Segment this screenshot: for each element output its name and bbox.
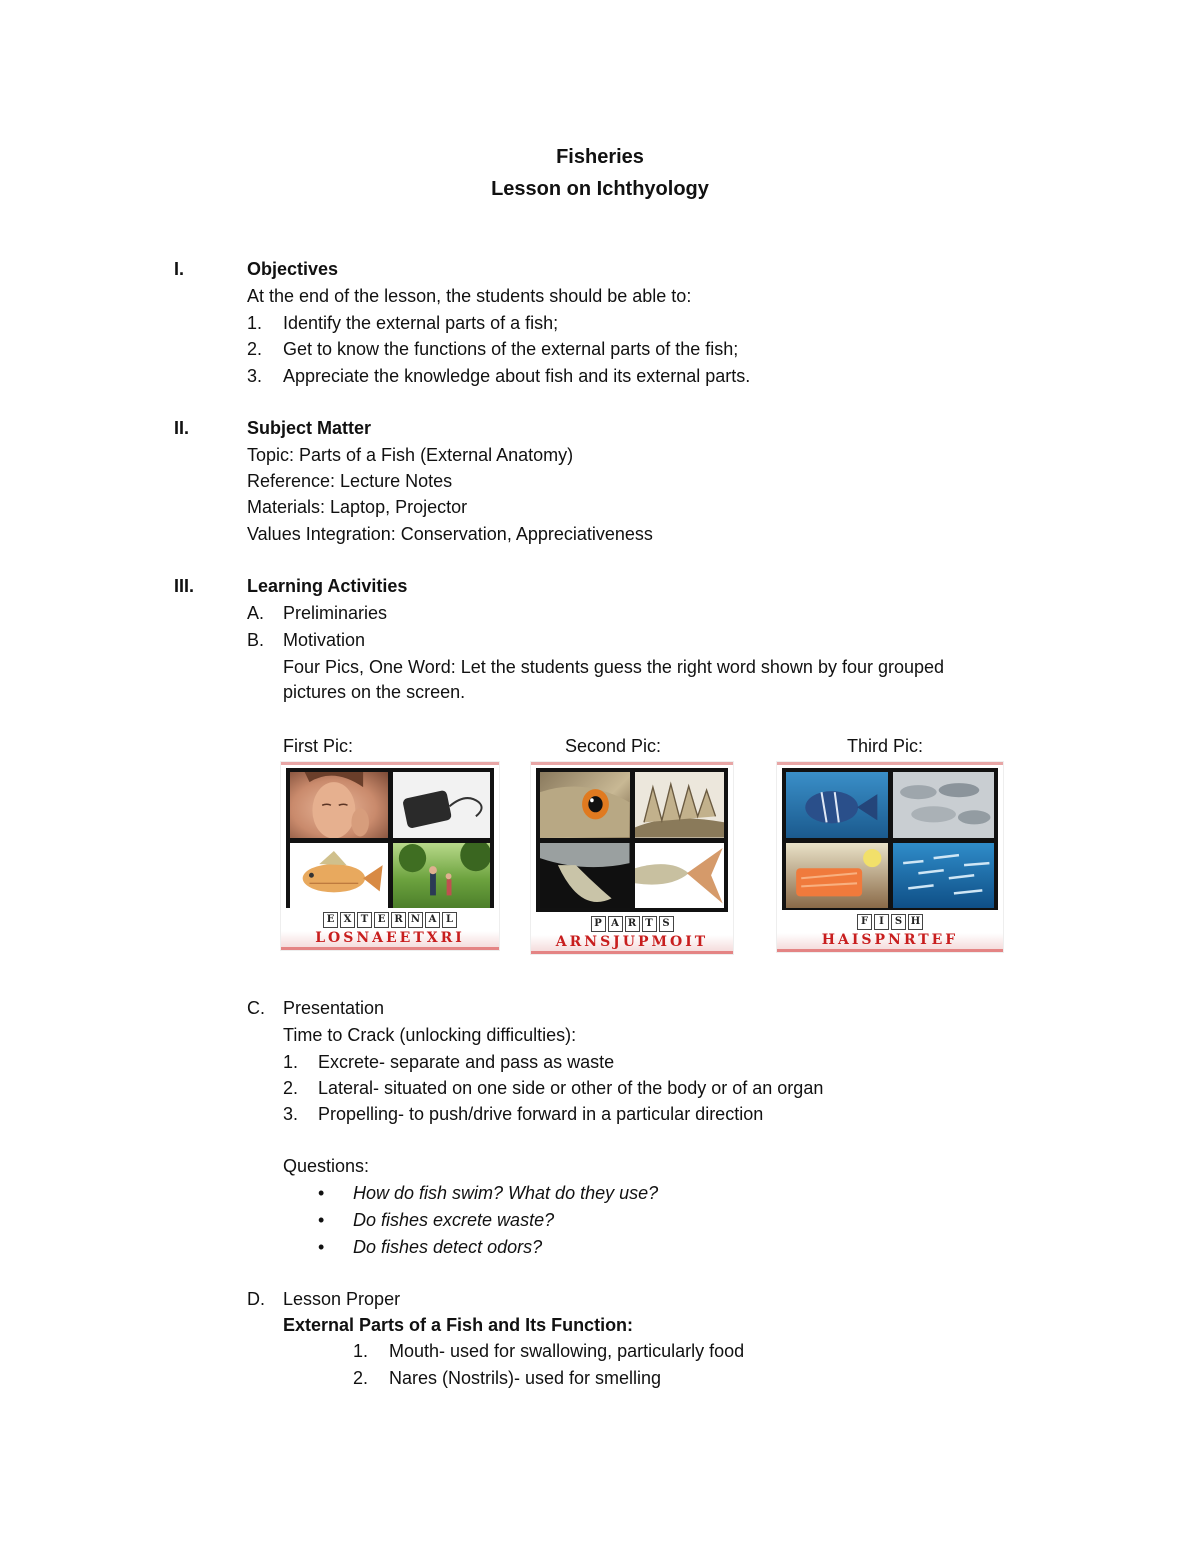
list-item: Identify the external parts of a fish; <box>283 313 559 333</box>
list-number: 2. <box>353 1368 369 1388</box>
sub-label-presentation: Presentation <box>283 998 385 1018</box>
subject-topic: Topic: Parts of a Fish (External Anatomy) <box>247 445 574 465</box>
answer-boxes: P A R T S <box>531 916 733 932</box>
answer-boxes: E X T E R N A L <box>281 912 499 928</box>
list-number: 2. <box>283 1078 299 1098</box>
list-item: Nares (Nostrils)- used for smelling <box>389 1368 662 1388</box>
salmon-fillet-image <box>786 843 888 909</box>
fish-illustration-image <box>290 843 388 909</box>
fish-market-image <box>893 772 995 838</box>
list-item: Excrete- separate and pass as waste <box>318 1052 615 1072</box>
fish-eye-image <box>540 772 630 838</box>
sub-letter: A. <box>247 603 265 623</box>
pic-caption-third: Third Pic: <box>847 736 924 756</box>
section-numeral: I. <box>174 259 185 279</box>
answer-boxes: F I S H <box>777 914 1003 930</box>
dorsal-fin-image <box>635 772 725 838</box>
list-number: 3. <box>283 1104 299 1124</box>
sub-label-motivation: Motivation <box>283 630 366 650</box>
pic-caption-second: Second Pic: <box>565 736 662 756</box>
letter-pool: ARNSJUPMOIT <box>555 934 709 950</box>
list-item: Propelling- to push/drive forward in a particular direction <box>318 1104 764 1124</box>
bullet: • <box>318 1237 325 1257</box>
pectoral-fin-image <box>540 843 630 909</box>
list-number: 1. <box>247 313 263 333</box>
document-subtitle: Lesson on Ichthyology <box>491 178 709 200</box>
motivation-description: Four Pics, One Word: Let the students guess the right word shown by four grouped <box>283 657 945 677</box>
subject-materials: Materials: Laptop, Projector <box>247 497 468 517</box>
presentation-subheading: Time to Crack (unlocking difficulties): <box>283 1025 577 1045</box>
face-image <box>290 772 388 838</box>
family-in-park-image <box>393 843 491 909</box>
section-heading-learning-activities: Learning Activities <box>247 576 408 596</box>
puzzle-card-third <box>777 762 1003 952</box>
letter-pool: HAISPNRTEF <box>821 932 959 948</box>
question-item: How do fish swim? What do they use? <box>353 1183 659 1203</box>
puzzle-card-second <box>531 762 733 954</box>
sub-label-preliminaries: Preliminaries <box>283 603 388 623</box>
list-item: Get to know the functions of the external parts of the fish; <box>283 339 739 359</box>
list-item: Appreciate the knowledge about fish and its external parts. <box>283 366 751 386</box>
tail-fin-image <box>635 843 725 909</box>
tropical-fish-image <box>786 772 888 838</box>
subject-values: Values Integration: Conservation, Appreciativeness <box>247 524 653 544</box>
bullet: • <box>318 1210 325 1230</box>
fish-school-image <box>893 843 995 909</box>
question-item: Do fishes excrete waste? <box>353 1210 555 1230</box>
question-item: Do fishes detect odors? <box>353 1237 543 1257</box>
objectives-intro: At the end of the lesson, the students should be able to: <box>247 286 692 306</box>
hard-drive-image <box>393 772 491 838</box>
sub-letter: D. <box>247 1289 265 1309</box>
list-item: Lateral- situated on one side or other of the body or of an organ <box>318 1078 824 1098</box>
lesson-proper-subheading: External Parts of a Fish and Its Function: <box>283 1315 634 1335</box>
section-heading-subject-matter: Subject Matter <box>247 418 372 438</box>
bullet: • <box>318 1183 325 1203</box>
puzzle-card-first <box>281 762 499 950</box>
letter-pool: LOSNAEETXRI <box>315 930 465 946</box>
section-numeral: II. <box>174 418 190 438</box>
document-title: Fisheries <box>556 146 644 168</box>
sub-letter: B. <box>247 630 265 650</box>
list-number: 2. <box>247 339 263 359</box>
sub-letter: C. <box>247 998 265 1018</box>
list-number: 1. <box>353 1341 369 1361</box>
pic-caption-first: First Pic: <box>283 736 353 756</box>
list-item: Mouth- used for swallowing, particularly food <box>389 1341 745 1361</box>
list-number: 3. <box>247 366 263 386</box>
section-numeral: III. <box>174 576 195 596</box>
questions-label: Questions: <box>283 1156 370 1176</box>
subject-reference: Reference: Lecture Notes <box>247 471 453 491</box>
section-heading-objectives: Objectives <box>247 259 339 279</box>
motivation-description: pictures on the screen. <box>283 682 466 702</box>
list-number: 1. <box>283 1052 299 1072</box>
sub-label-lesson-proper: Lesson Proper <box>283 1289 401 1309</box>
